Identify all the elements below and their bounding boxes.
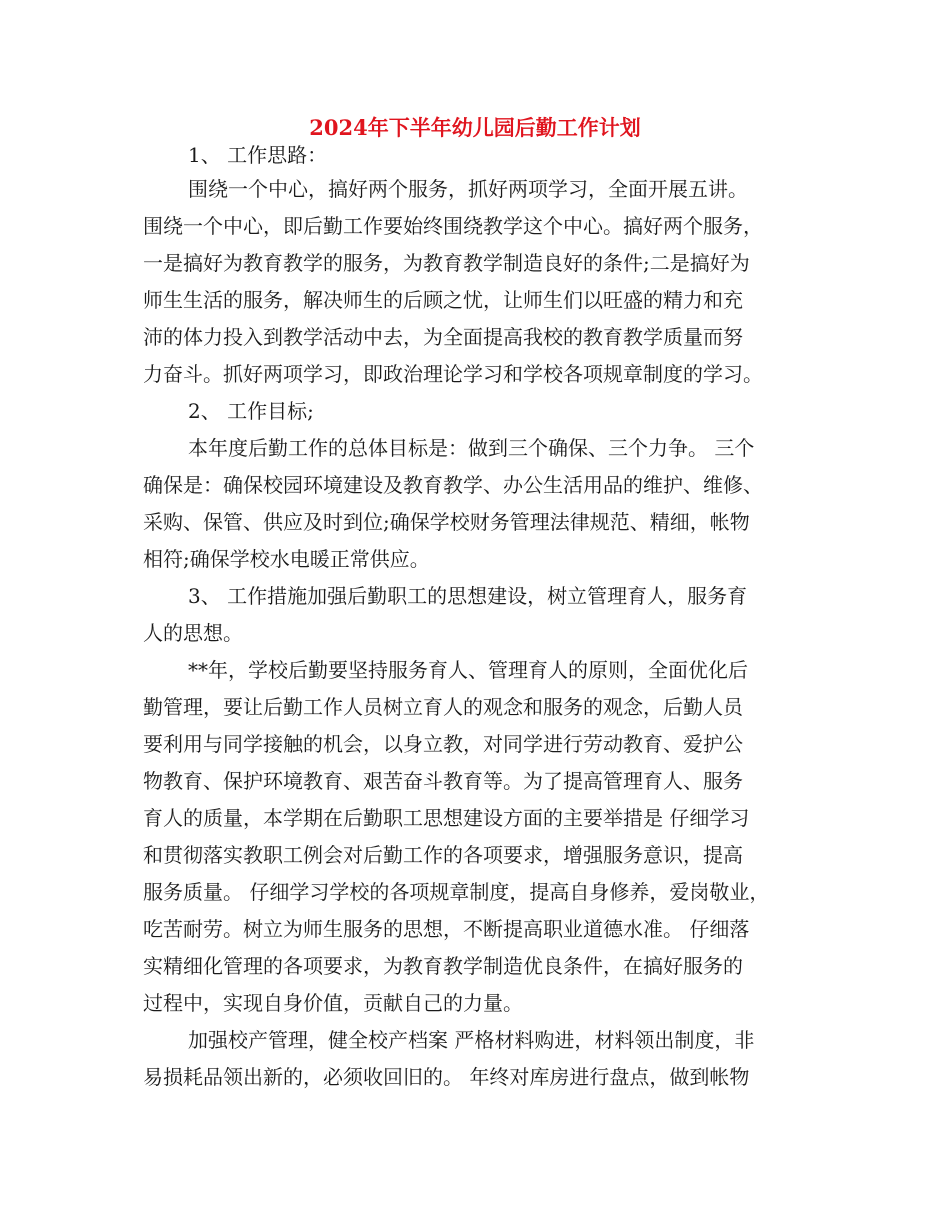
paragraph-line: 易损耗品领出新的，必须收回旧的。 年终对库房进行盘点，做到帐物 bbox=[143, 1065, 750, 1089]
paragraph-line: 育人的质量，本学期在后勤职工思想建设方面的主要举措是 仔细学习 bbox=[143, 806, 750, 830]
paragraph-line: 沛的体力投入到教学活动中去，为全面提高我校的教育教学质量而努 bbox=[143, 325, 743, 349]
paragraph-line: 一是搞好为教育教学的服务，为教育教学制造良好的条件;二是搞好为 bbox=[143, 251, 750, 275]
paragraph-line: 确保是：确保校园环境建设及教育教学、办公生活用品的维护、维修、 bbox=[143, 473, 763, 497]
paragraph-line: 围绕一个中心，即后勤工作要始终围绕教学这个中心。搞好两个服务， bbox=[143, 214, 763, 238]
paragraph-line: 物教育、保护环境教育、艰苦奋斗教育等。为了提高管理育人、服务 bbox=[143, 769, 743, 793]
paragraph-line: 师生生活的服务，解决师生的后顾之忧，让师生们以旺盛的精力和充 bbox=[143, 288, 743, 312]
paragraph-line: 相符;确保学校水电暖正常供应。 bbox=[143, 547, 430, 571]
paragraph-line: 力奋斗。抓好两项学习，即政治理论学习和学校各项规章制度的学习。 bbox=[143, 362, 763, 386]
paragraph-line: 和贯彻落实教职工例会对后勤工作的各项要求，增强服务意识，提高 bbox=[143, 843, 743, 867]
paragraph-line: 要利用与同学接触的机会，以身立教，对同学进行劳动教育、爱护公 bbox=[143, 732, 743, 756]
document-title: 2024年下半年幼儿园后勤工作计划 bbox=[309, 115, 641, 140]
paragraph-line: 采购、保管、供应及时到位;确保学校财务管理法律规范、精细，帐物 bbox=[143, 510, 750, 534]
heading-work-ideas: 1、 工作思路： bbox=[188, 143, 328, 167]
heading-work-goals: 2、 工作目标; bbox=[188, 399, 314, 423]
paragraph-line: **年，学校后勤要坚持服务育人、管理育人的原则，全面优化后 bbox=[188, 658, 748, 682]
paragraph-line: 围绕一个中心，搞好两个服务，抓好两项学习，全面开展五讲。 bbox=[188, 177, 748, 201]
paragraph-line: 吃苦耐劳。树立为师生服务的思想，不断提高职业道德水准。 仔细落 bbox=[143, 917, 750, 941]
paragraph-line: 实精细化管理的各项要求，为教育教学制造优良条件，在搞好服务的 bbox=[143, 954, 743, 978]
paragraph-line: 本年度后勤工作的总体目标是：做到三个确保、三个力争。 三个 bbox=[188, 436, 755, 460]
paragraph-line: 勤管理，要让后勤工作人员树立育人的观念和服务的观念，后勤人员 bbox=[143, 695, 743, 719]
paragraph-line: 服务质量。 仔细学习学校的各项规章制度，提高自身修养，爱岗敬业， bbox=[143, 880, 770, 904]
paragraph-line: 加强校产管理，健全校产档案 严格材料购进，材料领出制度，非 bbox=[188, 1028, 755, 1052]
heading-work-measures: 3、 工作措施加强后勤职工的思想建设，树立管理育人，服务育 bbox=[188, 584, 748, 608]
paragraph-line: 过程中，实现自身价值，贡献自己的力量。 bbox=[143, 991, 523, 1015]
paragraph-line: 人的思想。 bbox=[143, 621, 243, 645]
